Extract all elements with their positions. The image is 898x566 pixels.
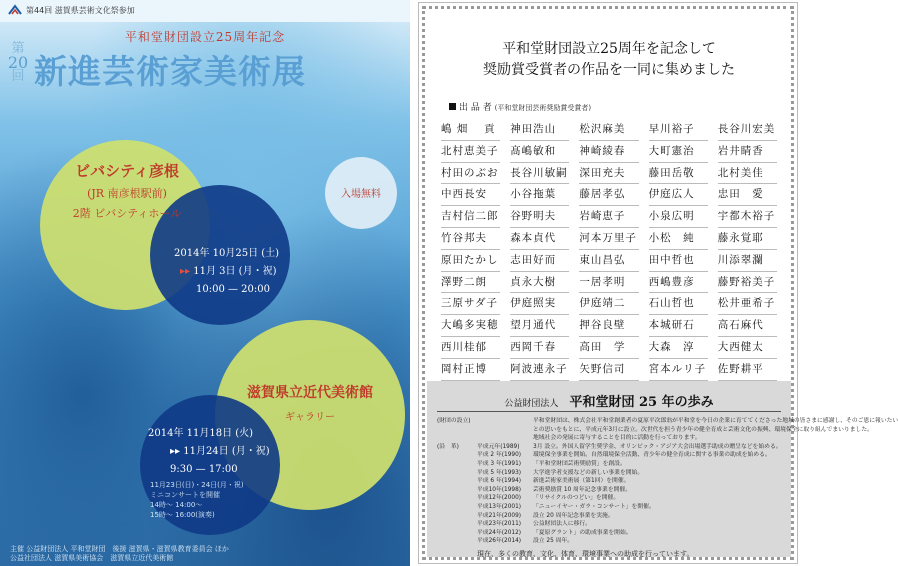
participant-name: 望月通代 — [510, 315, 569, 337]
participant-name: 長谷川敏嗣 — [510, 163, 569, 185]
anniversary-subtitle: 平和堂財団設立25周年記念 — [124, 30, 286, 44]
participant-name: 志田好而 — [510, 250, 569, 272]
participant-name: 宇都木裕子 — [718, 206, 777, 228]
participant-name: 早川裕子 — [649, 119, 708, 141]
participants-page — [418, 2, 898, 564]
history-row: 平成 6 年(1994) 新進芸術家美術展（第1回）を開催。 — [477, 478, 630, 485]
participant-name: 押谷良壁 — [579, 315, 638, 337]
participant-name: 東山昌弘 — [579, 250, 638, 272]
participant-name: 竹谷邦夫 — [441, 228, 500, 250]
participant-name: 髙嶋敏和 — [510, 141, 569, 163]
participant-name: 西嶋豊彦 — [649, 272, 708, 294]
participant-name: 佐野耕平 — [718, 359, 777, 381]
participant-name: 伊庭広人 — [649, 184, 708, 206]
square-bullet-icon — [449, 103, 456, 110]
participant-name: 伊庭靖二 — [579, 293, 638, 315]
participant-name: 一居孝明 — [579, 272, 638, 294]
venue-1-dates: 2014年 10月25日 (土) ▸▸ 11月 3日 (月・祝) 10:00 — 20:00 — [174, 248, 280, 295]
participant-name: 北村美佳 — [718, 163, 777, 185]
festival-label: 第44回 滋賀県芸術文化祭参加 — [26, 6, 135, 15]
participant-name: 神田浩山 — [510, 119, 569, 141]
participant-name: 小谷拖葉 — [510, 184, 569, 206]
history-row: (財団の設立) 平和堂財団は、株式会社平和堂創業者の夏原平次郎翁が平和堂を今日の企業に育ててくださった地域の皆さまに感謝し、そのご恩に報いたい — [437, 418, 898, 424]
history-box — [427, 381, 898, 558]
history-row: 平成 2 年(1990) 環境保全事業を開始。自然環境保全活動、青少年の健全育成に関する事業の助成を始める。 — [477, 452, 771, 459]
history-row: 平成13年(2001) 「ニューイヤー・ガラ・コンサート」を開催。 — [477, 503, 655, 510]
page-headline-1: 平和堂財団設立25周年を記念して — [502, 41, 716, 57]
participant-name: 森本貞代 — [510, 228, 569, 250]
history-row: との思いをもとに、平成元年3月に設立。次世代を担う青少年の健全育成と芸術文化の振興、環境保全に取り組んでまいりました。 — [533, 426, 873, 433]
participant-name: 田中哲也 — [649, 250, 708, 272]
participant-name: 貞永大樹 — [510, 272, 569, 294]
history-row: 平成23年(2011) 公益財団法人に移行。 — [477, 521, 591, 528]
participant-name: 神崎綾春 — [579, 141, 638, 163]
participant-name: 藤永覚耶 — [718, 228, 777, 250]
history-body — [437, 417, 898, 559]
participant-name: 長谷川宏美 — [718, 119, 777, 141]
participant-name: 川添翠瀾 — [718, 250, 777, 272]
history-closing: 現在、多くの教育、文化、体育、環境事業への助成を行っています。 — [477, 549, 694, 558]
section-heading: 出 品 者 (平和堂財団芸術奨励賞受賞者) — [449, 100, 591, 113]
participant-name: 藤居孝弘 — [579, 184, 638, 206]
history-row: 平成 3 年(1991) 「平和堂財団芸術奨励賞」を創設。 — [477, 460, 626, 467]
participant-name: 岡村正博 — [441, 359, 500, 381]
participant-name: 谷野明夫 — [510, 206, 569, 228]
participant-name: 松沢麻美 — [579, 119, 638, 141]
participant-name: 三原サダ子 — [441, 293, 500, 315]
participant-name: 矢野信司 — [579, 359, 638, 381]
history-row: 平成26年(2014) 設立 25 周年。 — [477, 538, 574, 545]
participant-name: 忠田 愛 — [718, 184, 777, 206]
history-row: 地域社会の発展に寄与することを目的に活動を行っております。 — [533, 435, 701, 442]
participant-name: 藤野裕美子 — [718, 272, 777, 294]
participant-name: 大嶋多実穂 — [441, 315, 500, 337]
venue-1: ビバシティ彦根 (JR 南彦根駅前) 2階 ビバシティホール — [72, 162, 182, 220]
page-headline-2: 奨励賞受賞者の作品を一同に集めました — [483, 62, 735, 78]
venue-2-dates: 2014年 11月18日 (火) ▸▸ 11月24日 (月・祝) 9:30 — 17:00 — [148, 428, 270, 475]
participant-name: 高石麻代 — [718, 315, 777, 337]
history-row: 平成10年(1998) 芸術奨励賞 10 周年記念事業を開催。 — [477, 486, 632, 493]
history-row: (沿 革) 平成元年(1989) 3月 設立。外国人留学生奨学金、オリンピック・アジア大会出場選手助成の贈呈などを始める。 — [437, 443, 782, 450]
participant-name: 西岡千春 — [510, 337, 569, 359]
divider — [437, 411, 781, 412]
participant-name: 小泉広明 — [649, 206, 708, 228]
history-row: 平成12年(2000) 「リサイクルのつどい」を開催。 — [477, 495, 620, 502]
participant-name: 村田のぶお — [441, 163, 500, 185]
participant-name: 藤田岳敬 — [649, 163, 708, 185]
concert-note: 11月23日(日)・24日(月・祝) ミニコンサートを開催 14時〜 14:00〜 15時〜 16:00(演奏) — [150, 481, 244, 519]
participant-name: 岩井睛香 — [718, 141, 777, 163]
arrow-icon: ▸▸ — [180, 266, 194, 277]
participant-name: 嶋 畑 貢 — [441, 119, 500, 141]
arrow-icon: ▸▸ — [170, 446, 184, 457]
exhibition-poster — [0, 0, 410, 566]
poster-footer: 主催 公益財団法人 平和堂財団 後援 滋賀県・滋賀県教育委員会 ほか 公益社団法人 滋賀県美術協会 滋賀県立近代美術館 — [10, 545, 229, 562]
participant-name: 吉村信二郎 — [441, 206, 500, 228]
participant-name: 大町憲治 — [649, 141, 708, 163]
participant-name: 河本万里子 — [579, 228, 638, 250]
edition-label: 第 20 回 — [7, 41, 29, 84]
history-row: 平成 5 年(1993) 大学進学者支援などの新しい事業を開始。 — [477, 469, 644, 476]
participant-name: 中西長安 — [441, 184, 500, 206]
history-row: 平成24年(2012) 「夏原グラント」の助成事業を開始。 — [477, 529, 632, 536]
participant-name: 岩崎恵子 — [579, 206, 638, 228]
history-title: 公益財団法人 平和堂財団 25 年の歩み — [504, 395, 714, 410]
participant-name: 阿波連永子 — [510, 359, 569, 381]
participant-name: 高田 学 — [579, 337, 638, 359]
participant-list — [441, 119, 777, 402]
participant-name: 原田たかし — [441, 250, 500, 272]
participant-name: 伊庭照実 — [510, 293, 569, 315]
history-row: 平成21年(2009) 設立 20 周年記念事業を実施。 — [477, 512, 614, 519]
participant-name: 大森 淳 — [649, 337, 708, 359]
participant-name: 宮本ルリ子 — [649, 359, 708, 381]
participant-name: 小松 純 — [649, 228, 708, 250]
poster-top-strip — [0, 0, 410, 22]
poster-title: 新進芸術家美術展 — [34, 52, 306, 91]
participant-name: 大西健太 — [718, 337, 777, 359]
participant-name: 石山哲也 — [649, 293, 708, 315]
participant-name: 北村恵美子 — [441, 141, 500, 163]
free-admission-label: 入場無料 — [341, 189, 381, 200]
participant-name: 松井亜希子 — [718, 293, 777, 315]
participant-name: 深田充夫 — [579, 163, 638, 185]
festival-logo-icon — [8, 4, 22, 16]
participant-name: 本城研石 — [649, 315, 708, 337]
participant-name: 澤野二朗 — [441, 272, 500, 294]
participant-name: 西川桂郁 — [441, 337, 500, 359]
venue-2: 滋賀県立近代美術館 ギャラリー — [247, 385, 373, 423]
